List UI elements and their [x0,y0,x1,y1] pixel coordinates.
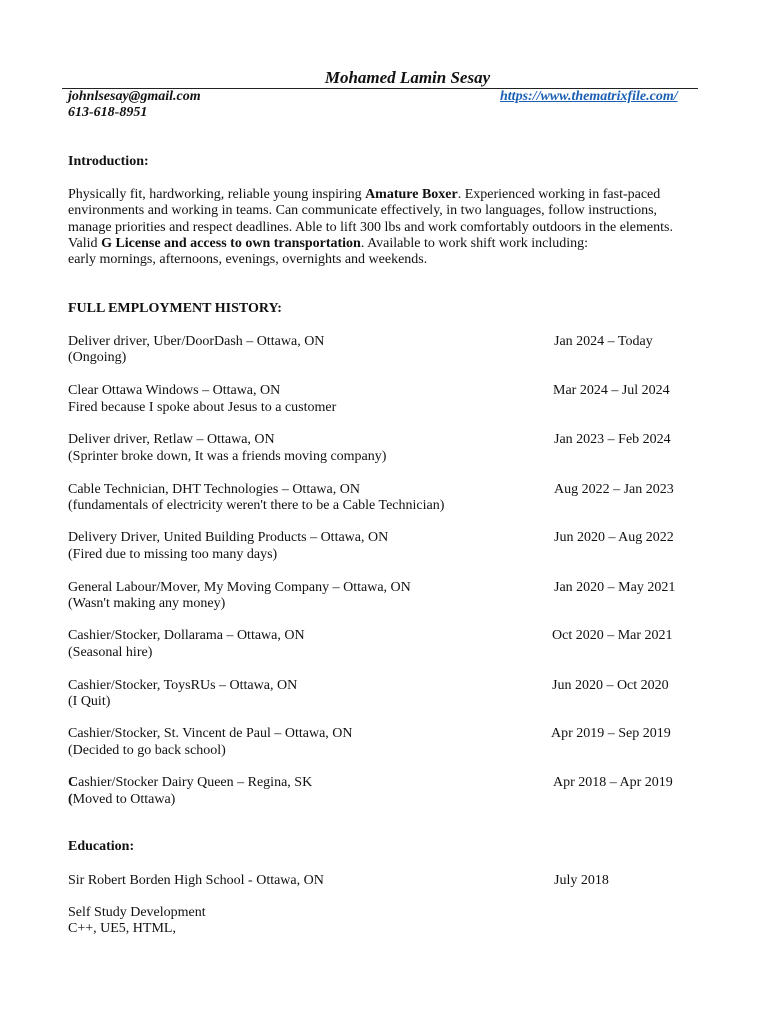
job-title: Cashier/Stocker, Dollarama – Ottawa, ON [68,628,305,643]
job-dates: Jan 2024 – Today [554,334,653,349]
intro-line-2: environments and working in teams. Can communicate effectively, in two languages, follow instructions, [68,203,658,219]
job-note: Fired because I spoke about Jesus to a customer [68,400,337,415]
education-heading: Education: [68,839,135,854]
job-note: (Moved to Ottawa) [68,792,176,807]
job-dates: Jun 2020 – Oct 2020 [552,678,669,693]
job-title: Clear Ottawa Windows – Ottawa, ON [68,383,281,398]
intro-line-1: Physically fit, hardworking, reliable young inspiring Amature Boxer. Experienced working in fast-paced [68,187,661,202]
intro-line-5: early mornings, afternoons, evenings, overnights and weekends. [68,252,428,268]
introduction-heading: Introduction: [68,154,149,169]
job-title: Cashier/Stocker Dairy Queen – Regina, SK [68,775,313,790]
job-dates: Apr 2018 – Apr 2019 [553,775,673,790]
website-link[interactable]: https://www.thematrixfile.com/ [500,89,678,104]
job-title: Cashier/Stocker, ToysRUs – Ottawa, ON [68,678,298,693]
job-note: (I Quit) [68,694,111,709]
job-dates: Apr 2019 – Sep 2019 [551,726,671,741]
job-dates: Jan 2020 – May 2021 [554,580,676,595]
job-dates: Jan 2023 – Feb 2024 [554,432,671,447]
job-dates: Jun 2020 – Aug 2022 [554,530,674,545]
school-name: Sir Robert Borden High School - Ottawa, ON [68,873,324,888]
job-note: (Ongoing) [68,350,127,365]
intro-line-3: manage priorities and respect deadlines. Able to lift 300 lbs and work comfortably outdoors in the elements. [68,219,673,235]
introduction-text [68,187,678,268]
school-date: July 2018 [554,873,609,888]
job-dates: Oct 2020 – Mar 2021 [552,628,673,643]
phone-number: 613-618-8951 [68,105,148,120]
job-note: (Seasonal hire) [68,645,153,660]
job-title: General Labour/Mover, My Moving Company – Ottawa, ON [68,580,411,595]
job-dates: Aug 2022 – Jan 2023 [554,482,674,497]
candidate-name: Mohamed Lamin Sesay [324,68,491,87]
job-title: Cable Technician, DHT Technologies – Ottawa, ON [68,482,360,497]
job-note: (Fired due to missing too many days) [68,547,278,562]
job-dates: Mar 2024 – Jul 2024 [553,383,670,398]
job-note: (fundamentals of electricity weren't there to be a Cable Technician) [68,498,445,513]
self-study-title: Self Study Development [68,905,206,920]
job-title: Delivery Driver, United Building Products – Ottawa, ON [68,530,389,545]
job-note: (Sprinter broke down, It was a friends moving company) [68,449,387,464]
employment-heading: FULL EMPLOYMENT HISTORY: [68,301,282,316]
job-note: (Wasn't making any money) [68,596,226,611]
email-address[interactable]: johnlsesay@gmail.com [68,89,201,104]
job-title: Deliver driver, Retlaw – Ottawa, ON [68,432,275,447]
job-note: (Decided to go back school) [68,743,226,758]
job-title: Deliver driver, Uber/DoorDash – Ottawa, ON [68,334,325,349]
skills-list: C++, UE5, HTML, [68,921,176,936]
job-title: Cashier/Stocker, St. Vincent de Paul – Ottawa, ON [68,726,353,741]
intro-line-4: Valid G License and access to own transportation. Available to work shift work including: [68,235,589,251]
